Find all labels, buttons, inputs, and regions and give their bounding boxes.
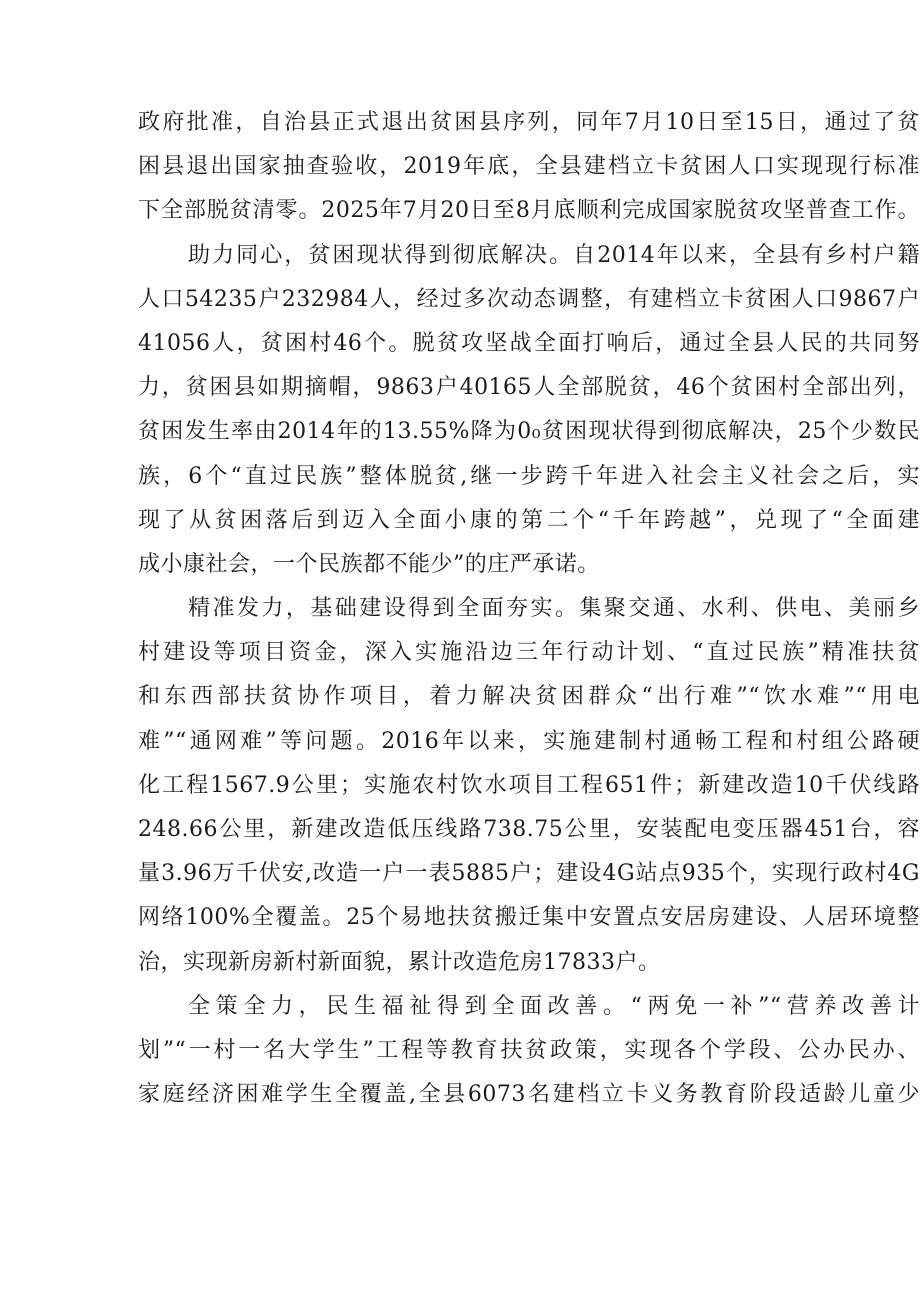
text-line: 41056人，贫困村46个。脱贫攻坚战全面打响后，通过全县人民的共同努	[138, 330, 920, 356]
document-body	[138, 101, 920, 1117]
text-line: 划”“一村一名大学生”工程等教育扶贫政策，实现各个学段、公办民办、	[138, 1037, 920, 1063]
text-line: 下全部脱贫清零。2025年7月20日至8月底顺利完成国家脱贫攻坚普查工作。	[138, 198, 920, 224]
text-line: 族，6个“直过民族”整体脱贫,继一步跨千年进入社会主义社会之后，实	[138, 463, 920, 489]
paragraph-start-line: 精准发力，基础建设得到全面夯实。集聚交通、水利、供电、美丽乡	[188, 596, 920, 622]
text-line: 化工程1567.9公里；实施农村饮水项目工程651件；新建改造10千伏线路	[138, 772, 920, 798]
text-line: 现了从贫困落后到迈入全面小康的第二个“千年跨越”，兑现了“全面建	[138, 507, 920, 533]
text-line: 人口54235户232984人，经过多次动态调整，有建档立卡贫困人口9867户	[138, 286, 920, 312]
paragraph-end-line: 治，实现新房新村新面貌，累计改造危房17833户。	[138, 949, 661, 975]
text-line: 量3.96万千伏安,改造一户一表5885户；建设4G站点935个，实现行政村4G	[138, 861, 920, 887]
text-line: 力，贫困县如期摘帽，9863户40165人全部脱贫，46个贫困村全部出列，	[138, 375, 920, 401]
paragraph-start-line: 助力同心，贫困现状得到彻底解决。自2014年以来，全县有乡村户籍	[188, 242, 920, 268]
text-line: 政府批准，自治县正式退出贫困县序列，同年7月10日至15日，通过了贫	[138, 110, 920, 135]
text-line: 难”“通网难”等问题。2016年以来，实施建制村通畅工程和村组公路硬	[138, 728, 920, 754]
text-line: 和东西部扶贫协作项目，着力解决贫困群众“出行难”“饮水难”“用电	[138, 684, 920, 710]
text-line: 困县退出国家抽查验收，2019年底，全县建档立卡贫困人口实现现行标准	[138, 154, 920, 180]
text-line: 家庭经济困难学生全覆盖,全县6073名建档立卡义务教育阶段适龄儿童少	[138, 1082, 920, 1108]
text-line: 网络100%全覆盖。25个易地扶贫搬迁集中安置点安居房建设、人居环境整	[138, 905, 920, 931]
paragraph-end-line: 成小康社会，一个民族都不能少”的庄严承诺。	[138, 551, 600, 577]
text-line: 248.66公里，新建改造低压线路738.75公里，安装配电变压器451台，容	[138, 817, 920, 842]
paragraph-start-line: 全策全力，民生福祉得到全面改善。“两免一补”“营养改善计	[188, 993, 920, 1019]
text-line: 贫困发生率由2014年的13.55%降为0₀贫困现状得到彻底解决，25个少数民	[138, 419, 920, 445]
text-line: 村建设等项目资金，深入实施沿边三年行动计划、“直过民族”精准扶贫	[138, 640, 920, 666]
